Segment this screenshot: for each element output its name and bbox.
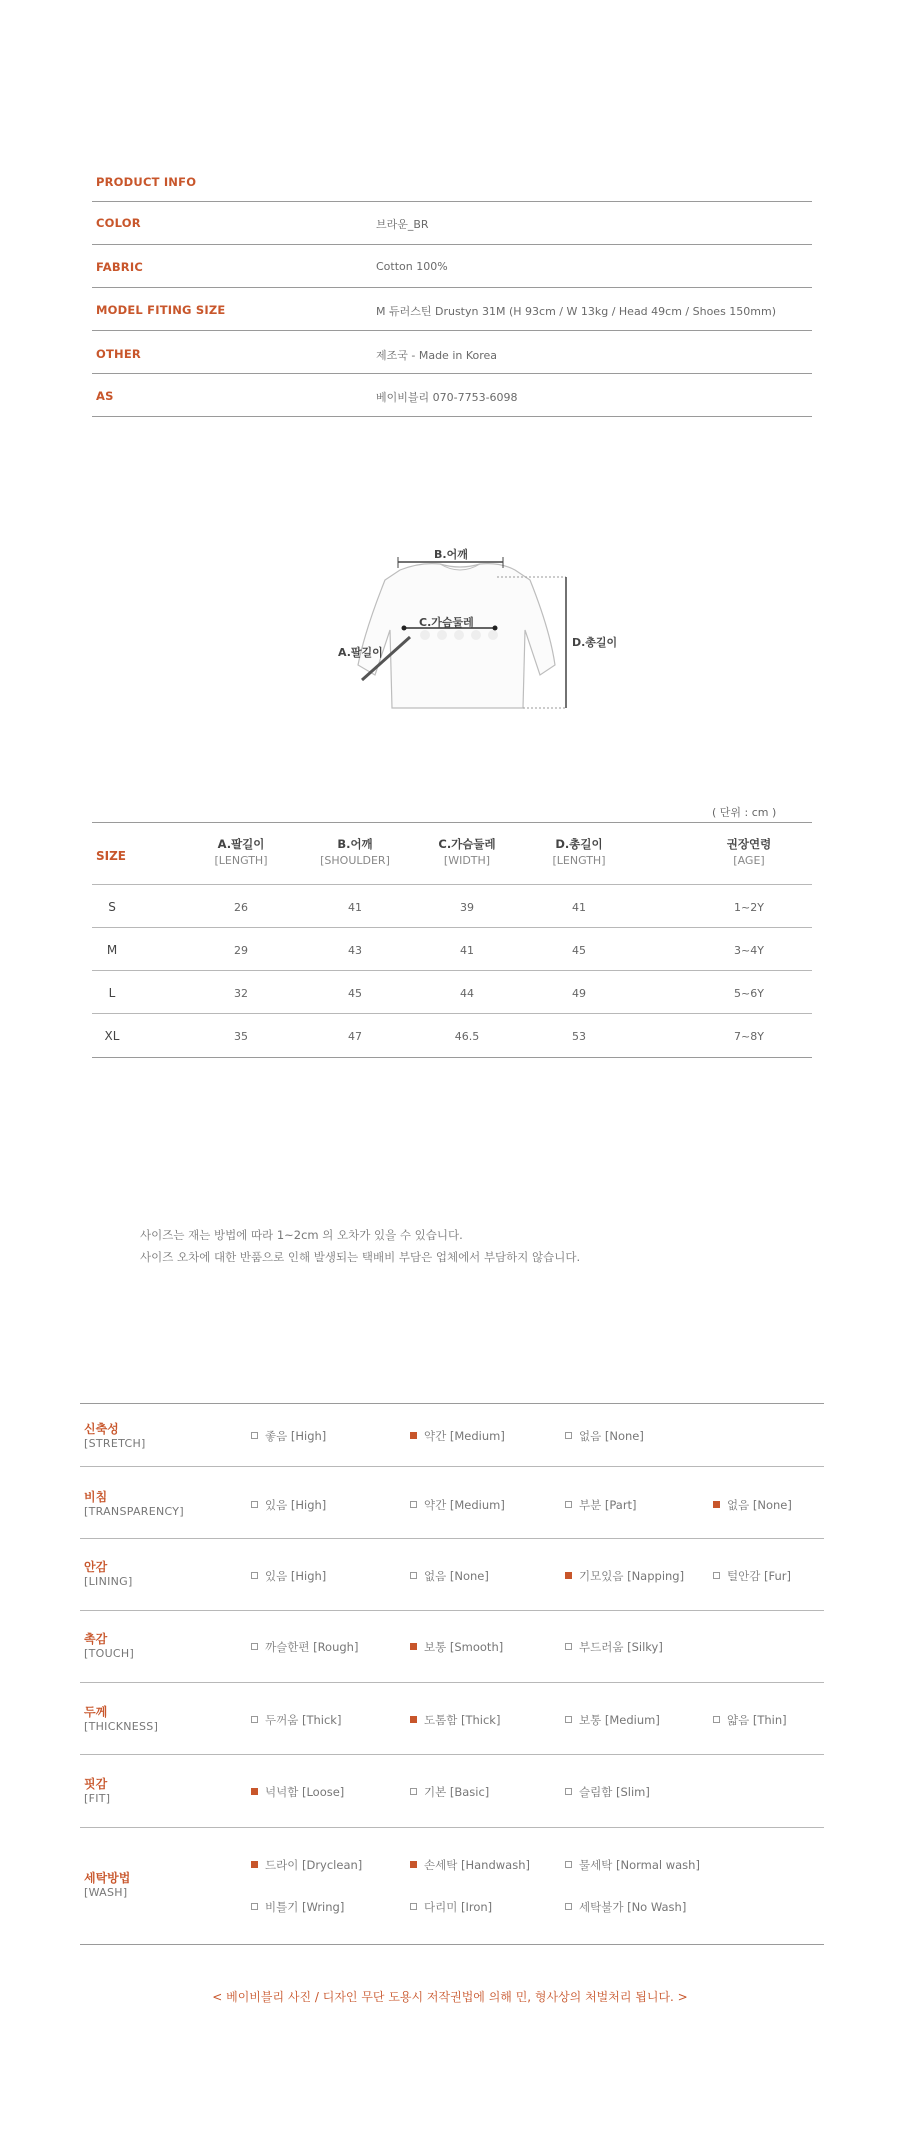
option: 좋음 [High] bbox=[251, 1428, 326, 1444]
option: 털안감 [Fur] bbox=[713, 1568, 791, 1584]
option: 드라이 [Dryclean] bbox=[251, 1857, 362, 1873]
checkbox-icon bbox=[410, 1903, 417, 1910]
checkbox-icon bbox=[565, 1861, 572, 1868]
checkbox-icon bbox=[251, 1572, 258, 1579]
shirt-illustration bbox=[340, 540, 580, 720]
value-cell: 47 bbox=[348, 1030, 362, 1043]
option: 세탁불가 [No Wash] bbox=[565, 1899, 686, 1915]
divider bbox=[80, 1466, 824, 1467]
option: 있음 [High] bbox=[251, 1497, 326, 1513]
col-sub-c: [WIDTH] bbox=[443, 854, 491, 867]
option: 다리미 [Iron] bbox=[410, 1899, 492, 1915]
divider bbox=[92, 373, 812, 374]
fit-title: 핏감 bbox=[84, 1777, 108, 1791]
option: 기본 [Basic] bbox=[410, 1784, 489, 1800]
checked-box-icon bbox=[251, 1861, 258, 1868]
size-cell: M bbox=[106, 943, 118, 957]
col-header-d: D.총길이 bbox=[555, 837, 603, 851]
option: 없음 [None] bbox=[565, 1428, 644, 1444]
option: 두꺼움 [Thick] bbox=[251, 1712, 341, 1728]
col-header-b: B.어깨 bbox=[337, 837, 373, 851]
color-value: 브라운_BR bbox=[376, 218, 429, 231]
lining-title: 안감 bbox=[84, 1560, 108, 1574]
checkbox-icon bbox=[565, 1788, 572, 1795]
value-cell: 49 bbox=[572, 987, 586, 1000]
divider bbox=[80, 1682, 824, 1683]
option: 비틀기 [Wring] bbox=[251, 1899, 344, 1915]
model-size-label: MODEL FITING SIZE bbox=[96, 303, 226, 317]
value-cell: 5~6Y bbox=[734, 987, 764, 1000]
option: 보통 [Smooth] bbox=[410, 1639, 503, 1655]
copyright-notice: < 베이비블리 사진 / 디자인 무단 도용시 저작권법에 의해 민, 형사상의 처벌처리 됩니다. > bbox=[212, 1990, 688, 2004]
option: 얇음 [Thin] bbox=[713, 1712, 787, 1728]
other-label: OTHER bbox=[96, 347, 141, 361]
note-line: 사이즈 오차에 대한 반품으로 인해 발생되는 택배비 부담은 업체에서 부담하지 않습니다. bbox=[140, 1250, 581, 1264]
option: 부분 [Part] bbox=[565, 1497, 637, 1513]
fabric-value: Cotton 100% bbox=[376, 260, 448, 273]
value-cell: 45 bbox=[348, 987, 362, 1000]
product-info-title: PRODUCT INFO bbox=[96, 175, 197, 189]
checkbox-icon bbox=[565, 1643, 572, 1650]
checkbox-icon bbox=[251, 1643, 258, 1650]
checkbox-icon bbox=[251, 1716, 258, 1723]
option: 넉넉함 [Loose] bbox=[251, 1784, 344, 1800]
option: 손세탁 [Handwash] bbox=[410, 1857, 530, 1873]
value-cell: 41 bbox=[348, 901, 362, 914]
checked-box-icon bbox=[410, 1716, 417, 1723]
color-label: COLOR bbox=[96, 216, 141, 230]
option: 슬림함 [Slim] bbox=[565, 1784, 650, 1800]
checkbox-icon bbox=[713, 1572, 720, 1579]
option: 도톰함 [Thick] bbox=[410, 1712, 500, 1728]
divider bbox=[92, 1057, 812, 1058]
diagram-label-c: C.가슴둘레 bbox=[419, 616, 474, 629]
value-cell: 45 bbox=[572, 944, 586, 957]
model-size-value: M 듀러스틴 Drustyn 31M (H 93cm / W 13kg / Head 49cm / Shoes 150mm) bbox=[376, 305, 777, 318]
as-label: AS bbox=[96, 389, 114, 403]
size-header: SIZE bbox=[96, 849, 127, 863]
stretch-title: 신축성 bbox=[84, 1422, 119, 1436]
value-cell: 3~4Y bbox=[734, 944, 764, 957]
option: 없음 [None] bbox=[713, 1497, 792, 1513]
divider bbox=[92, 416, 812, 417]
checkbox-icon bbox=[251, 1501, 258, 1508]
fabric-label: FABRIC bbox=[96, 260, 143, 274]
value-cell: 7~8Y bbox=[734, 1030, 764, 1043]
value-cell: 1~2Y bbox=[734, 901, 764, 914]
value-cell: 26 bbox=[234, 901, 248, 914]
divider bbox=[92, 244, 812, 245]
note-line: 사이즈는 재는 방법에 따라 1~2cm 의 오차가 있을 수 있습니다. bbox=[140, 1228, 463, 1242]
value-cell: 39 bbox=[460, 901, 474, 914]
option: 약간 [Medium] bbox=[410, 1428, 505, 1444]
wash-subtitle: [WASH] bbox=[84, 1886, 128, 1899]
other-value: 제조국 - Made in Korea bbox=[376, 349, 498, 362]
size-cell: S bbox=[108, 900, 116, 914]
diagram-label-d: D.총길이 bbox=[572, 636, 618, 649]
value-cell: 41 bbox=[572, 901, 586, 914]
divider bbox=[92, 287, 812, 288]
checked-box-icon bbox=[410, 1432, 417, 1439]
size-cell: XL bbox=[104, 1029, 120, 1043]
col-sub-age: [AGE] bbox=[733, 854, 765, 867]
divider bbox=[80, 1754, 824, 1755]
thickness-subtitle: [THICKNESS] bbox=[84, 1720, 159, 1733]
divider bbox=[92, 822, 812, 823]
divider bbox=[92, 927, 812, 928]
touch-title: 촉감 bbox=[84, 1632, 108, 1646]
checkbox-icon bbox=[410, 1501, 417, 1508]
checked-box-icon bbox=[251, 1788, 258, 1795]
unit-label: ( 단위 : cm ) bbox=[712, 806, 777, 819]
touch-subtitle: [TOUCH] bbox=[84, 1647, 135, 1660]
value-cell: 32 bbox=[234, 987, 248, 1000]
value-cell: 44 bbox=[460, 987, 474, 1000]
wash-title: 세탁방법 bbox=[84, 1871, 131, 1885]
diagram-label-b: B.어깨 bbox=[434, 548, 468, 561]
checked-box-icon bbox=[410, 1861, 417, 1868]
divider bbox=[92, 330, 812, 331]
col-header-c: C.가슴둘레 bbox=[438, 837, 496, 851]
divider bbox=[92, 884, 812, 885]
option: 있음 [High] bbox=[251, 1568, 326, 1584]
stretch-subtitle: [STRETCH] bbox=[84, 1437, 146, 1450]
checkbox-icon bbox=[251, 1432, 258, 1439]
divider bbox=[80, 1610, 824, 1611]
value-cell: 29 bbox=[234, 944, 248, 957]
col-sub-b: [SHOULDER] bbox=[320, 854, 390, 867]
option: 없음 [None] bbox=[410, 1568, 489, 1584]
option: 기모있음 [Napping] bbox=[565, 1568, 684, 1584]
divider bbox=[92, 970, 812, 971]
checkbox-icon bbox=[251, 1903, 258, 1910]
value-cell: 53 bbox=[572, 1030, 586, 1043]
as-value: 베이비블리 070-7753-6098 bbox=[376, 391, 518, 404]
divider bbox=[92, 1013, 812, 1014]
thickness-title: 두께 bbox=[84, 1705, 108, 1719]
value-cell: 41 bbox=[460, 944, 474, 957]
checkbox-icon bbox=[565, 1501, 572, 1508]
col-header-a: A.팔길이 bbox=[217, 837, 265, 851]
diagram-label-a: A.팔길이 bbox=[338, 646, 383, 659]
checkbox-icon bbox=[565, 1903, 572, 1910]
option: 보통 [Medium] bbox=[565, 1712, 660, 1728]
checked-box-icon bbox=[410, 1643, 417, 1650]
checkbox-icon bbox=[565, 1432, 572, 1439]
divider bbox=[80, 1538, 824, 1539]
option: 물세탁 [Normal wash] bbox=[565, 1857, 700, 1873]
lining-subtitle: [LINING] bbox=[84, 1575, 133, 1588]
checkbox-icon bbox=[410, 1788, 417, 1795]
checkbox-icon bbox=[565, 1716, 572, 1723]
size-cell: L bbox=[108, 986, 116, 1000]
option: 까슬한편 [Rough] bbox=[251, 1639, 358, 1655]
checked-box-icon bbox=[565, 1572, 572, 1579]
transparency-title: 비침 bbox=[84, 1490, 108, 1504]
checked-box-icon bbox=[713, 1501, 720, 1508]
value-cell: 35 bbox=[234, 1030, 248, 1043]
checkbox-icon bbox=[713, 1716, 720, 1723]
divider bbox=[80, 1944, 824, 1945]
value-cell: 43 bbox=[348, 944, 362, 957]
value-cell: 46.5 bbox=[454, 1030, 480, 1043]
option: 약간 [Medium] bbox=[410, 1497, 505, 1513]
divider bbox=[92, 201, 812, 202]
divider bbox=[80, 1827, 824, 1828]
checkbox-icon bbox=[410, 1572, 417, 1579]
option: 부드러움 [Silky] bbox=[565, 1639, 663, 1655]
fit-subtitle: [FIT] bbox=[84, 1792, 111, 1805]
col-header-age: 권장연령 bbox=[726, 837, 772, 851]
col-sub-a: [LENGTH] bbox=[214, 854, 268, 867]
transparency-subtitle: [TRANSPARENCY] bbox=[84, 1505, 184, 1518]
col-sub-d: [LENGTH] bbox=[552, 854, 606, 867]
divider bbox=[80, 1403, 824, 1404]
